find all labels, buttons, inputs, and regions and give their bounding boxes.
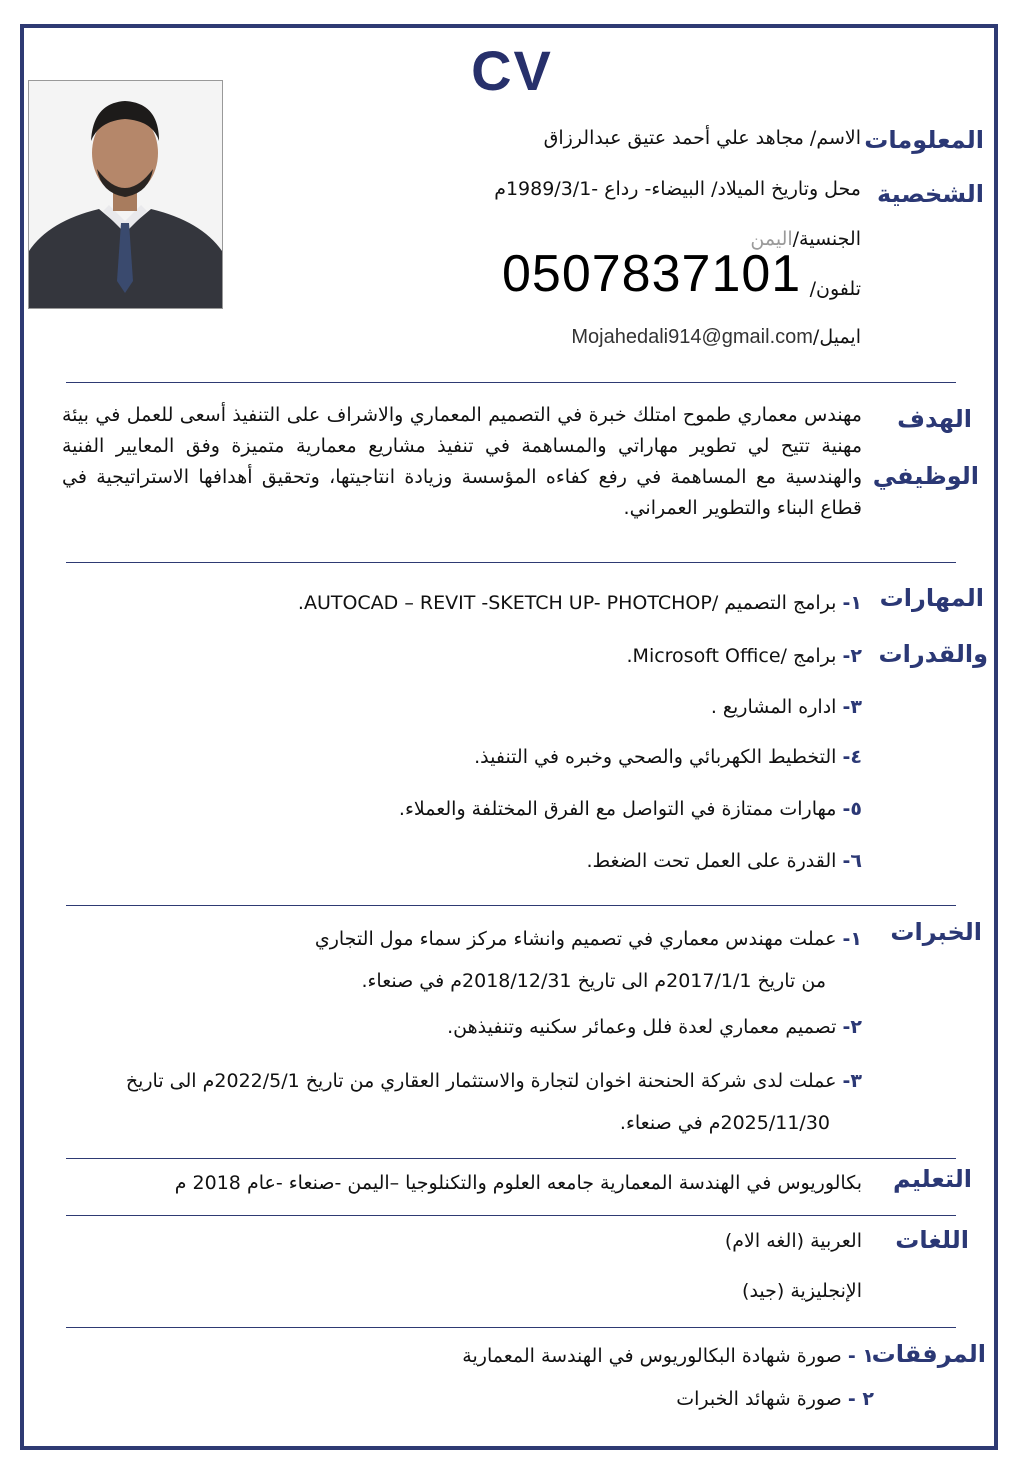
experience-number: ١- (842, 928, 862, 950)
skill-text: برامج /Microsoft Office. (626, 645, 837, 667)
experience-text-cont: 2025/11/30م في صنعاء. (619, 1112, 830, 1134)
objective-heading-line2: الوظيفي (872, 462, 979, 490)
language-item: الإنجليزية (جيد) (742, 1280, 862, 1302)
experience-item (447, 1016, 862, 1038)
attachments-heading: المرفقات (871, 1340, 986, 1368)
name-line: الاسم/ مجاهد علي أحمد عتيق عبدالرزاق (543, 127, 861, 149)
skill-item (399, 798, 862, 820)
attachment-number: ٢ - (847, 1388, 874, 1410)
phone-label: تلفون/ (809, 278, 861, 300)
personal-heading-line1: المعلومات (864, 126, 984, 154)
skill-text: التخطيط الكهربائي والصحي وخبره في التنفيذ. (474, 746, 837, 768)
attachment-number: ١ - (847, 1345, 874, 1367)
experience-heading: الخبرات (890, 918, 982, 946)
skill-text: اداره المشاريع . (710, 696, 837, 718)
experience-text: عملت لدى شركة الحنحنة اخوان لتجارة والاستثمار العقاري من تاريخ 2022/5/1م الى تاريخ (125, 1070, 837, 1092)
nationality-value: اليمن (750, 228, 793, 250)
email-line (571, 326, 861, 349)
email-label: ايميل/ (812, 326, 861, 348)
skill-text: القدرة على العمل تحت الضغط. (586, 850, 837, 872)
skill-item (586, 850, 862, 872)
experience-number: ٣- (842, 1070, 862, 1092)
skill-number: ٤- (842, 746, 862, 768)
personal-heading-line2: الشخصية (877, 180, 984, 208)
attachment-text: صورة شهائد الخبرات (676, 1388, 842, 1410)
skills-heading-line2: والقدرات (878, 640, 988, 668)
divider (66, 562, 956, 563)
experience-text-cont: من تاريخ 2017/1/1م الى تاريخ 2018/12/31م في صنعاء. (361, 970, 826, 992)
skill-text: برامج التصميم /AUTOCAD – REVIT -SKETCH UP- PHOTCHOP. (297, 592, 837, 614)
skill-number: ١- (842, 592, 862, 614)
languages-heading: اللغات (895, 1226, 969, 1254)
divider (66, 1215, 956, 1216)
objective-heading-line1: الهدف (897, 405, 972, 433)
education-text: بكالوريوس في الهندسة المعمارية جامعه العلوم والتكنلوجيا –اليمن -صنعاء -عام 2018 م (174, 1172, 862, 1194)
cv-title: CV (471, 39, 553, 102)
email-value: Mojahedali914@gmail.com (571, 326, 813, 348)
experience-item (315, 928, 862, 950)
education-heading: التعليم (893, 1165, 972, 1193)
divider (66, 905, 956, 906)
skill-item (474, 746, 862, 768)
attachment-item (676, 1388, 874, 1410)
attachment-item (462, 1345, 874, 1367)
experience-text: تصميم معماري لعدة فلل وعمائر سكنيه وتنفيذهن. (447, 1016, 837, 1038)
phone-number: 0507837101 (502, 245, 802, 303)
skills-heading-line1: المهارات (879, 584, 984, 612)
language-item: العربية (الغه الام) (724, 1230, 862, 1252)
divider (66, 1327, 956, 1328)
skill-item (627, 645, 863, 667)
birth-line: محل وتاريخ الميلاد/ البيضاء- رداع -1989/3/1م (494, 178, 861, 200)
skill-number: ٢- (842, 645, 862, 667)
experience-number: ٢- (842, 1016, 862, 1038)
profile-photo (28, 80, 223, 309)
objective-text: مهندس معماري طموح امتلك خبرة في التصميم المعماري والاشراف على التنفيذ أسعى للعمل في بيئة مهنية تتيح لي تطوير مهاراتي والمساهمة في تنفيذ مشاريع معمارية متميزة وفق المعايير الفنية والهندسية مع المساهمة في رفع كفاءه المؤسسة وزيادة انتاجيتها، وتحقيق أهدافها الاستراتيجية في قطاع البناء والتطوير العمراني. (62, 404, 862, 519)
skill-number: ٥- (842, 798, 862, 820)
skill-number: ٦- (842, 850, 862, 872)
skill-item (711, 696, 862, 718)
divider (66, 382, 956, 383)
skill-number: ٣- (842, 696, 862, 718)
experience-text: عملت مهندس معماري في تصميم وانشاء مركز سماء مول التجاري (314, 928, 837, 950)
experience-item (126, 1070, 862, 1092)
skill-text: مهارات ممتازة في التواصل مع الفرق المختلفة والعملاء. (398, 798, 837, 820)
attachment-text: صورة شهادة البكالوريوس في الهندسة المعمارية (462, 1345, 842, 1367)
divider (66, 1158, 956, 1159)
nationality-label: الجنسية/ (792, 228, 861, 250)
skill-item (298, 592, 862, 614)
